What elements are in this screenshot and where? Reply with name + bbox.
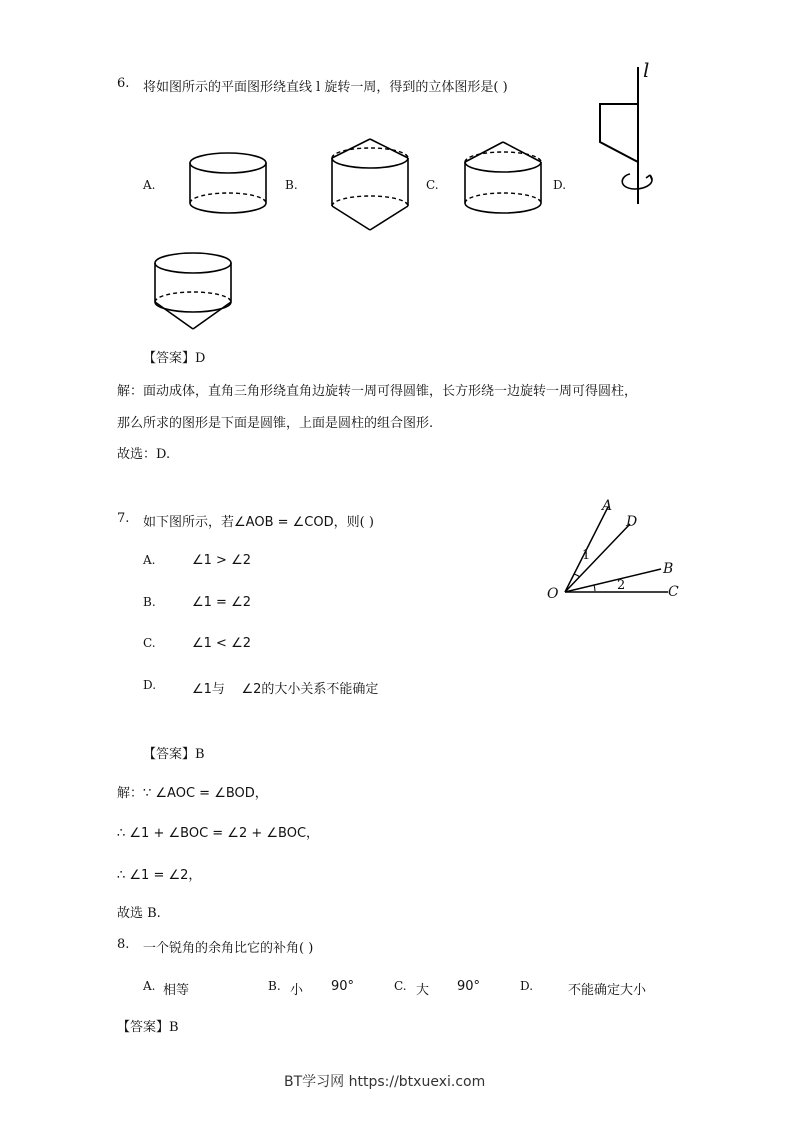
q8-option-b-value: 90° [331,979,355,994]
q8-stem: 一个锐角的余角比它的补角( ) [143,941,314,956]
q7-option-d-content: ∠1与 ∠2的大小关系不能确定 [192,682,379,697]
q7-solution-line-3: ∴ ∠1 = ∠2， [117,868,202,883]
q6-stem: 将如图所示的平面图形绕直线 l 旋转一周，得到的立体图形是( ) [143,80,508,95]
q6-solution-line-1: 解：面动成体，直角三角形绕直角边旋转一周可得圆锥，长方形绕一边旋转一周可得圆柱， [117,384,638,399]
q7-option-b-letter: B. [143,595,156,609]
q7-stem-math: ∠AOB = ∠COD [234,515,334,530]
q7-solution-line-1: 解：∵ ∠AOC = ∠BOD， [117,786,268,801]
q8-option-d-letter: D. [520,979,534,993]
footer-watermark[interactable]: BT学习网 https://btxuexi.com [284,1074,486,1090]
q7-number: 7. [117,511,130,526]
q6-option-a-figure [185,150,271,220]
q7-label-o: O [547,586,559,602]
q8-option-c-content: 大 [416,983,430,998]
q8-option-a-letter: A. [143,979,156,993]
q7-option-c-content: ∠1 < ∠2 [192,636,252,651]
q6-number: 6. [117,76,130,91]
q8-option-b-content: 小 [290,983,304,998]
q6-option-a-label: A. [143,178,156,192]
q7-conclusion: 故选 B. [117,906,161,921]
q8-answer: 【答案】B [117,1020,179,1035]
q7-answer: 【答案】B [143,747,205,762]
q6-solution-line-2: 那么所求的图形是下面是圆锥，上面是圆柱的组合图形. [117,416,434,431]
q8-option-d-content: 不能确定大小 [568,983,647,998]
q6-conclusion: 故选：D. [117,447,171,462]
q7-label-d: D [626,514,638,530]
q6-answer: 【答案】D [143,351,206,366]
q7-option-a-letter: A. [143,553,156,567]
q7-stem [143,511,374,530]
q7-option-d-letter: D. [143,678,157,692]
q7-stem-suffix: ，则( ) [333,515,374,530]
q7-option-c-letter: C. [143,636,156,650]
q7-label-b: B [663,561,674,577]
q7-label-c: C [668,584,679,600]
q7-option-b-content: ∠1 = ∠2 [192,595,252,610]
q8-option-c-letter: C. [394,979,407,993]
q7-stem-prefix: 如下图所示，若 [143,515,235,530]
q6-option-c-label: C. [426,178,439,192]
q6-option-d-figure [150,250,236,336]
q7-label-a: A [602,498,613,514]
q7-label-angle-1: 1 [582,548,591,563]
q7-option-a-content: ∠1 > ∠2 [192,553,252,568]
q8-option-b-letter: B. [268,979,281,993]
q6-plane-figure [590,62,670,212]
q8-option-c-value: 90° [457,979,481,994]
q6-option-c-figure [460,136,546,220]
q8-number: 8. [117,937,130,952]
q6-axis-label: l [643,58,650,82]
q7-label-angle-2: 2 [617,578,626,593]
q7-solution-line-2: ∴ ∠1 + ∠BOC = ∠2 + ∠BOC， [117,826,320,841]
q6-option-d-label: D. [553,178,567,192]
q6-option-b-figure [327,136,413,236]
q8-option-a-content: 相等 [163,983,190,998]
q6-option-b-label: B. [285,178,298,192]
